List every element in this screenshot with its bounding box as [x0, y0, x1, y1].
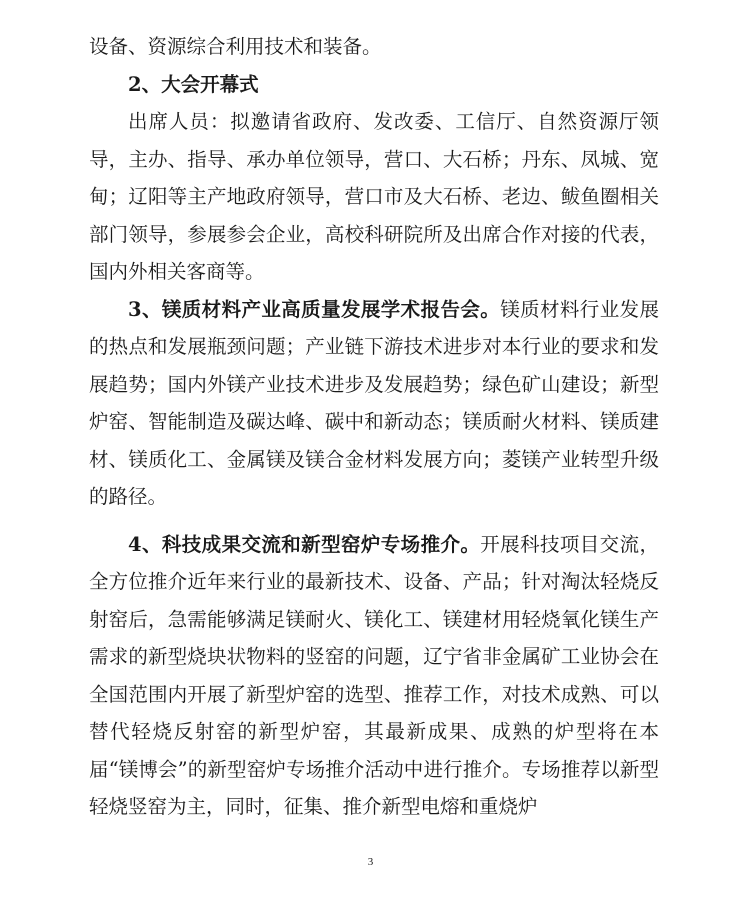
page-number: 3 — [367, 856, 374, 868]
section-3-heading: 3、镁质材料产业高质量发展学术报告会。 — [128, 297, 501, 321]
continuation-paragraph: 设备、资源综合利用技术和装备。 — [89, 35, 382, 58]
section-4-paragraph — [89, 526, 659, 826]
section-4-heading: 4、科技成果交流和新型窑炉专场推介。 — [128, 532, 481, 556]
section-2-heading: 2、大会开幕式 — [128, 72, 259, 96]
document-body — [89, 28, 659, 826]
section-3-body: 镁质材料行业发展的热点和发展瓶颈问题；产业链下游技术进步对本行业的要求和发展趋势；国内外镁产业技术进步及发展趋势；绿色矿山建设；新型炉窑、智能制造及碳达峰、碳中和新动态；镁质耐火材料、镁质建材、镁质化工、金属镁及镁合金材料发展方向；菱镁产业转型升级的路径。 — [89, 297, 659, 508]
section-2-paragraph: 出席人员：拟邀请省政府、发改委、工信厅、自然资源厅领导，主办、指导、承办单位领导，营口、大石桥；丹东、凤城、宽甸；辽阳等主产地政府领导，营口市及大石桥、老边、鲅鱼圈相关部门领导，参展参会企业，高校科研院所及出席合作对接的代表，国内外相关客商等。 — [89, 110, 659, 283]
section-4-body: 开展科技项目交流，全方位推介近年来行业的最新技术、设备、产品；针对淘汰轻烧反射窑后，急需能够满足镁耐火、镁化工、镁建材用轻烧氧化镁生产需求的新型烧块状物料的竖窑的问题，辽宁省非金属矿工业协会在全国范围内开展了新型炉窑的选型、推荐工作，对技术成熟、可以替代轻烧反射窑的新型炉窑，其最新成果、成熟的炉型将在本届“镁博会”的新型窑炉专场推介活动中进行推介。专场推荐以新型轻烧竖窑为主，同时，征集、推介新型电熔和重烧炉 — [89, 532, 659, 818]
section-3-paragraph — [89, 291, 659, 516]
